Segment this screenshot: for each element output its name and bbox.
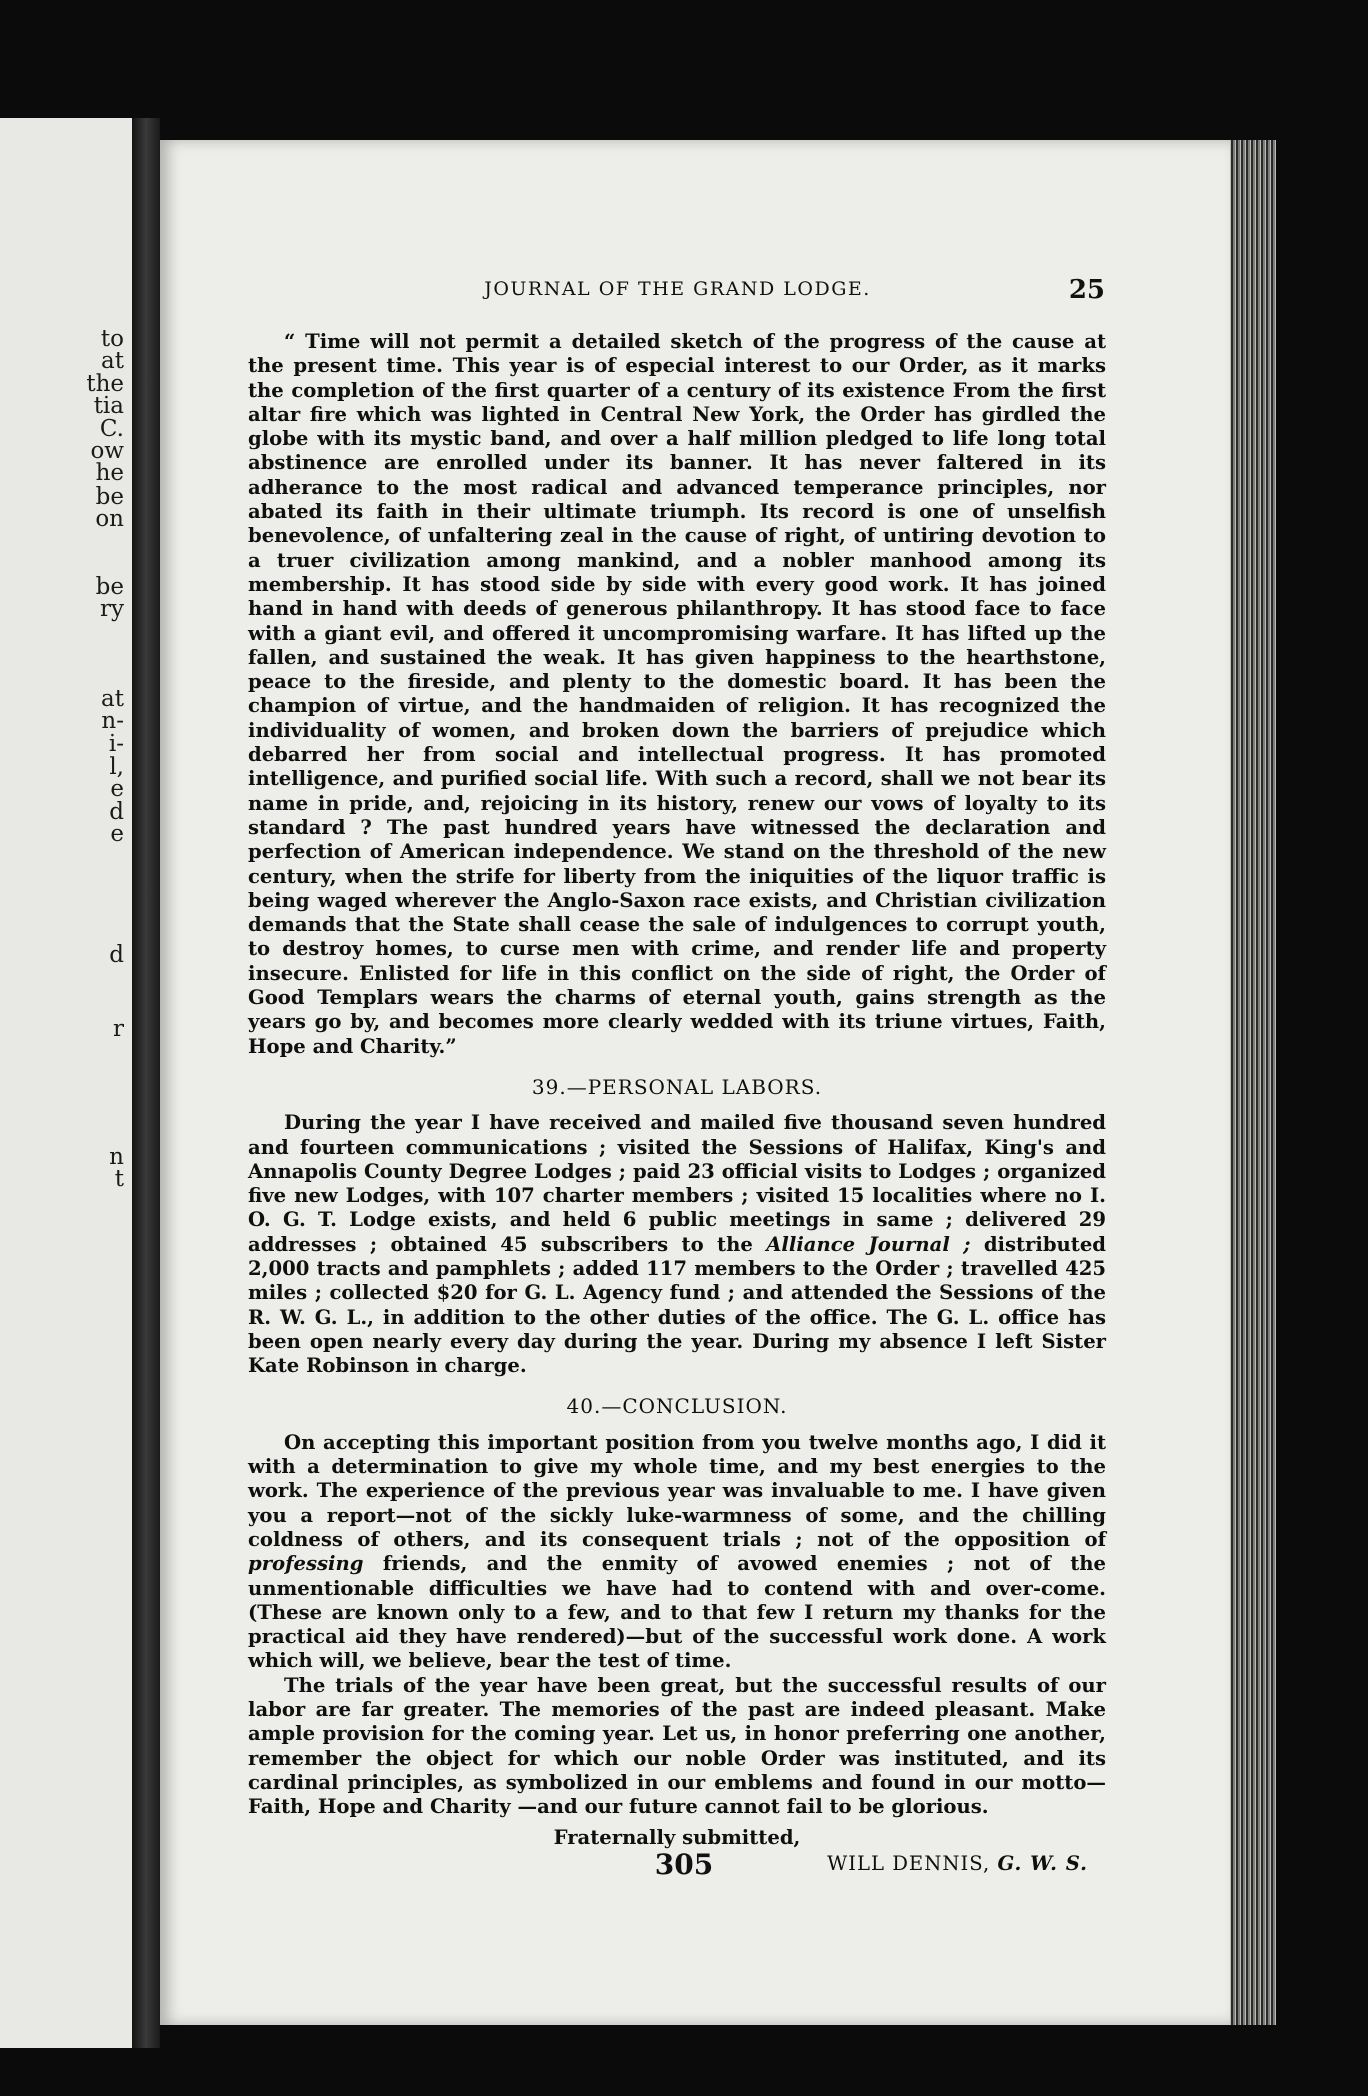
section-heading-conclusion: 40.—CONCLUSION. <box>566 1394 788 1419</box>
left-page-edge <box>0 118 142 2048</box>
left-page-fragment: tia <box>93 393 124 419</box>
left-page-fragment: at <box>101 686 124 712</box>
left-page-fragment: d <box>109 942 124 968</box>
page-number: 25 <box>1068 275 1105 305</box>
left-page-fragment: l, <box>109 754 124 780</box>
left-page-fragment: i- <box>108 731 124 757</box>
left-page-fragment: t <box>114 1166 124 1192</box>
left-page-fragment: ry <box>100 596 124 622</box>
left-page-fragment: d <box>109 799 124 825</box>
left-page-fragment: e <box>110 776 124 802</box>
text-span: distributed 2,000 tracts and pamphlets ; added 117 members to the Order ; travelled 425 miles ; collected $20 for G. L. Agency fund ; and attended the Sessions of the R. W. G. L., in addition to the other duties of the office. The G. L. office has been open nearly every day during the year. During my absence I left Sister Kate Robinson in charge. <box>248 1232 1106 1378</box>
left-page-fragment: C. <box>99 416 124 442</box>
section-heading-personal-labors: 39.—PERSONAL LABORS. <box>531 1074 823 1099</box>
left-page-fragment: he <box>95 460 124 486</box>
page-header <box>250 275 1105 308</box>
text-span: During the year I have received and mailed five thousand seven hundred and fourteen communications ; visited the Sessions of Halifax, King's and Annapolis County Degree Lodges ; paid 23 official visits to Lodges ; organized five new Lodges, with 107 charter members ; visited 15 localities where no I. O. G. T. Lodge exists, and held 6 public meetings in same ; delivered 29 addresses ; obtained 45 subscribers to the <box>248 1111 1106 1256</box>
left-page-fragment: be <box>95 484 124 510</box>
folio-number: 305 <box>654 1848 714 1881</box>
signature-title: G. W. S. <box>997 1851 1088 1875</box>
left-page-fragment: r <box>113 1016 124 1042</box>
page-body <box>248 330 1106 1876</box>
left-page-fragment: to <box>100 326 124 352</box>
left-page-fragment: on <box>95 506 124 532</box>
text-span: On accepting this important position from you twelve months ago, I did it with a determination to give my whole time, and my best energies to the work. The experience of the previous year was invaluable to me. I have given you a report—not of the sickly luke-warmness of some, and the chilling coldness of others, and its consequent trials ; not of the opposition of <box>248 1430 1106 1551</box>
conclusion-paragraph-2: The trials of the year have been great, but the successful results of our labor are far greater. The memories of the past are indeed pleasant. Make ample provision for the coming year. Let us, in honor preferring one another, remember the object for which our noble Order was instituted, and its cardinal principles, as symbolized in our emblems and found in our motto—Faith, Hope and Charity —and our future cannot fail to be glorious. <box>248 1673 1106 1819</box>
conclusion-paragraph-1 <box>248 1431 1106 1674</box>
left-page-fragment: be <box>95 574 124 600</box>
left-page-fragment: at <box>101 348 124 374</box>
personal-labors-paragraph <box>248 1111 1106 1378</box>
left-page-fragment: n- <box>101 708 124 734</box>
left-page-fragment: e <box>110 821 124 847</box>
left-page-fragment: ow <box>90 438 124 464</box>
italic-span: professing <box>248 1552 364 1576</box>
signoff: Fraternally submitted, <box>553 1825 801 1849</box>
signature-name: WILL DENNIS, <box>827 1851 991 1875</box>
book-gutter <box>132 118 160 2048</box>
running-head: JOURNAL OF THE GRAND LODGE. <box>484 278 871 300</box>
left-page-fragment: the <box>86 371 124 397</box>
left-page-fragment: n <box>109 1144 124 1170</box>
quote-paragraph: “ Time will not permit a detailed sketch of the progress of the cause at the present time. This year is of especial interest to our Order, as it marks the completion of the first quarter of a century of its existence From the first altar fire which was lighted in Central New York, the Order has girdled the globe with its mystic band, and over a half million pledged to life long total abstinence are enrolled under its banner. It has never faltered in its adherance to the most radical and advanced temperance principles, nor abated its faith in their ultimate triumph. Its record is one of unselfish benevolence, of unfaltering zeal in the cause of right, of untiring devotion to a truer civilization among mankind, and a nobler manhood among its membership. It has stood side by side with every good work. It has joined hand in hand with deeds of generous philanthropy. It has stood face to face with a giant evil, and offered it uncompromising warfare. It has lifted up the fallen, and sustained the weak. It has given happiness to the hearthstone, peace to the fireside, and plenty to the domestic board. It has been the champion of virtue, and the handmaiden of religion. It has recognized the individuality of women, and broken down the barriers of prejudice which debarred her from social and intellectual progress. It has promoted intelligence, and purified social life. With such a record, shall we not bear its name in pride, and, rejoicing in its history, renew our vows of loyalty to its standard ? The past hundred years have witnessed the declaration and perfection of American independence. We stand on the threshold of the new century, when the strife for liberty from the iniquities of the liquor traffic is being waged wherever the Anglo-Saxon race exists, and Christian civilization demands that the State shall cease the sale of indulgences to corrupt youth, to destroy homes, to curse men with crime, and render life and property insecure. Enlisted for life in this conflict on the side of right, the Order of Good Templars wears the charms of eternal youth, gains strength as the years go by, and becomes more clearly wedded with its triune virtues, Faith, Hope and Charity.” <box>248 330 1106 1058</box>
text-span: friends, and the enmity of avowed enemies ; not of the unmentionable difficulties we have had to contend with and over-come. (These are known only to a few, and to that few I return my thanks for the practical aid they have rendered)—but of the successful work done. A work which will, we believe, bear the test of time. <box>248 1552 1106 1673</box>
italic-span: Alliance Journal ; <box>766 1232 971 1256</box>
